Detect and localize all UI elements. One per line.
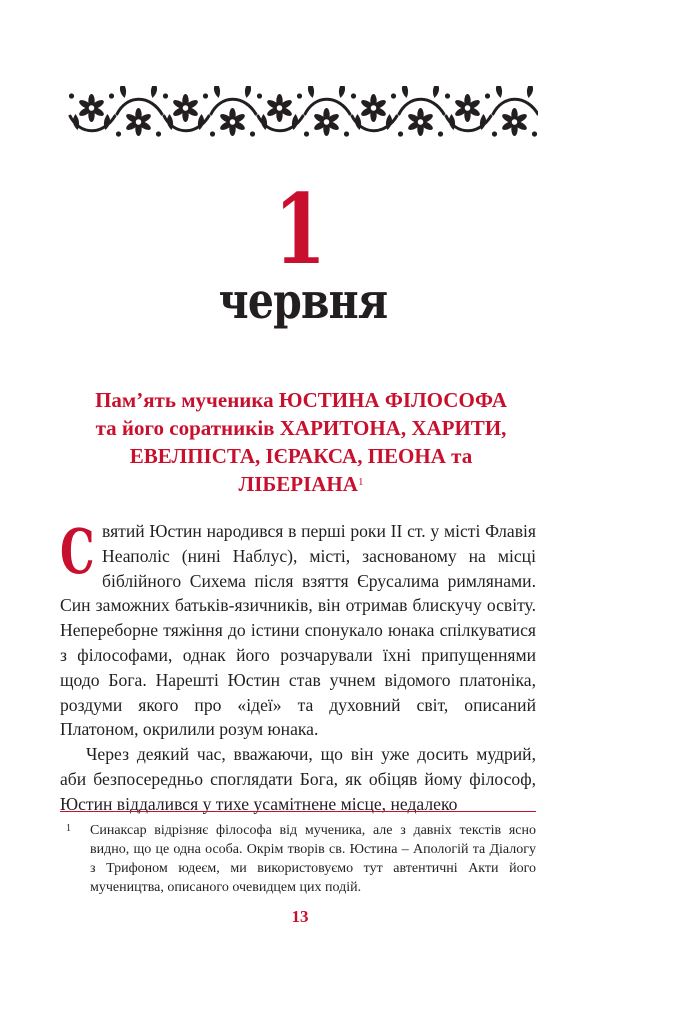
floral-ornament-band [68, 86, 538, 144]
body-text [60, 515, 536, 817]
month-name: червня [218, 271, 388, 330]
commemoration-heading [60, 386, 542, 498]
drop-cap: С [60, 515, 95, 588]
footnote-mark: 1 [66, 823, 71, 834]
footnote [60, 821, 536, 897]
heading-line-3: ЕВЕЛПІСТА, ІЄРАКСА, ПЕОНА та [129, 444, 473, 468]
paragraph-1 [60, 515, 536, 742]
page-number: 13 [291, 907, 309, 926]
footnote-text: Синаксар відрізняє філософа від мученика, але з давніх текстів ясно видно, що це одна особа. Окрім творів св. Юстина – Апологій та Діалогу з Трифоном юдеєм, ми використовуємо тут автентичні Акти його мучеництва, описаного очевидцем цих подій. [90, 823, 536, 895]
heading-line-2: та його соратників ХАРИТОНА, ХАРИТИ, [95, 416, 507, 440]
footnote-reference[interactable]: 1 [357, 476, 364, 488]
heading-line-1: Пам’ять мученика ЮСТИНА ФІЛОСОФА [95, 388, 507, 412]
footnote-divider [60, 811, 536, 812]
heading-line-4 [60, 470, 542, 498]
heading-line-4-text: ЛІБЕРІАНА [238, 472, 358, 496]
paragraph-1-text: вятий Юстин народився в перші роки II ст. у місті Флавія Неаполіс (нині Наблус), місті, заснованому на місці біблійного Сихема після взяття Єрусалима римлянами. Син заможних батьків-язичників, він отримав блискучу освіту. Непереборне тяжіння до істини спонукало юнака спілкуватися з філософами, однак його розчарували їхні припущеннями щодо Бога. Нарешті Юстин став учнем відомого платоніка, роздуми якого про «ідеї» та духовний світ, описаний Платоном, окрилили розум юнака. [60, 521, 536, 740]
day-number: 1 [273, 173, 327, 286]
paragraph-2: Через деякий час, вважаючи, що він уже досить мудрий, аби безпосередньо споглядати Бога, як обіцяв йому філософ, Юстин віддалився у тихе усамітнене місце, недалеко [60, 744, 536, 814]
